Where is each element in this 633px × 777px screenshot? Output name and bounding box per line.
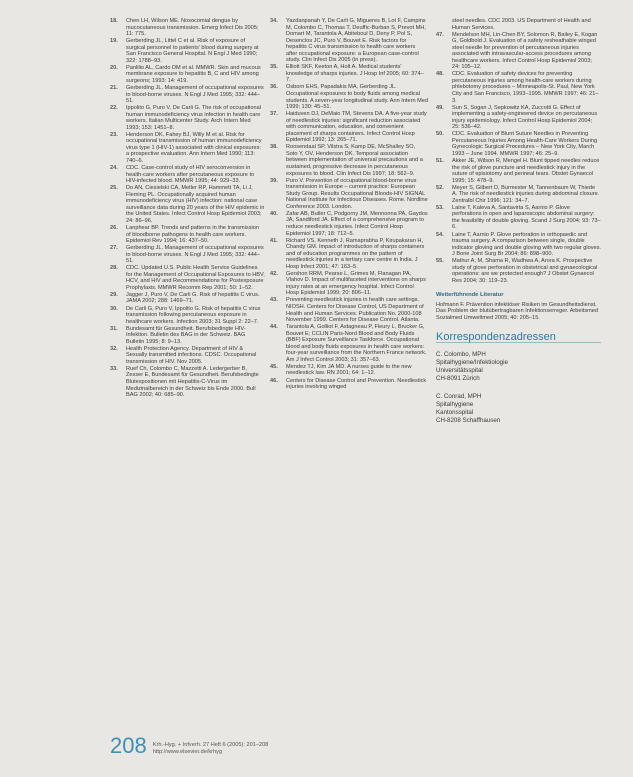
reference-number: 43. [270,297,278,304]
reference-entry [110,18,265,38]
reference-entry [270,178,428,211]
reference-text: Zafar AB, Butler C, Podgorny JM, Mennonna PA, Gaydos JA, Sandiford JA. Effect of a comprehensive program to reduce needlestick injuries. Infect Control Hosp Epidemiol 1997; 18: 712–5. [286,210,428,237]
page-number: 208 [110,733,147,758]
reference-entry [436,185,601,205]
reference-text: Tarantola A, Golliot F, Astagneau P, Fleury L, Brucker G, Bouvet E; CCLIN Paris-Nord Blood and Body Fluids (BBF) Exposure Surveillance Taskforce. Occupational blood and body fluids exposures in health care workers: four-year surveillance from the Northern France network. Am J Infect Control 2003; 31: 357–63. [286,324,427,363]
reference-number: 23. [110,131,118,138]
reference-number: 27. [110,245,118,252]
reference-number: 30. [110,305,118,312]
reference-entry [110,132,265,165]
reference-text: Akker JE, Wilson R, Mengel H. Blunt tipped needles reduce the risk of glove puncture and needlestick injury in the suture of episiotomy and perineal tears. Obstet Gynaecol 1995; 15: 478–9. [452,157,600,184]
reference-number: 21. [110,84,118,91]
reference-text: Preventing needlestick injuries in health care settings. NIOSH. Centers for Disease Control, US Department of Health and Human Services. Publication No. 2000-108 November 1999. Centers for Disease Control. Atlanta. [286,297,424,324]
reference-entry [436,205,601,231]
reference-text: Laine T, Kaleva A, Santavirta S, Aarnio P. Glove perforations in open and laparoscopic abdominal surgery: the feasibility of double gloving. Scand J Surg 2004; 93: 73–6. [452,204,601,231]
reference-number: 51. [436,157,444,164]
reference-entry [110,38,265,64]
reference-number: 25. [110,185,118,192]
reference-text: Mendelson MH, Lin-Chen BY, Solomon R, Bailey E, Kogan G, Goldbold J. Evaluation of a safety resheathable winged steel needle for prevention of percutaneous injuries associated with intravascular-access procedures among healthcare workers. Infect Control Hosp Epidemiol 2003; 24: 105–12. [452,31,598,71]
reference-text: Gershon RRM, Pearse L, Grimes M, Flanagan PA, Vlahov D. Impact of multifaceted interventions on sharps injury rates at an emergency hospital. Infect Control Hosp Epidemiol 1999; 20: 806–11. [286,270,426,297]
references-column-1 [110,18,265,399]
reference-entry [270,324,428,363]
reference-number: 49. [436,104,444,111]
reference-number: 26. [110,224,118,231]
reference-text: Lanphear BP. Trends and patterns in the transmission of bloodborne pathogens to health care workers. Epidemiol Rev 1994; 16: 437–50. [126,224,259,245]
reference-entry [110,225,265,245]
reference-text: CDC. Evaluation of safety devices for preventing percutaneous injuries among health-care workers during phlebotomy procedures – Minneapolis-St. Paul, New York City and San Francisco, 1993–1995. MMWR 1997; 46: 21–3. [452,71,599,104]
reference-text: Puro V. Prevention of occupational blood-borne virus transmission in Europe – current practice: European Study Group. Results Occupational Bloods-HIV SIGNAL National Institute for Infectious Diseases. Rome. Nordline Conference 2003. London. [286,177,428,210]
page-footer [110,735,268,757]
reference-text: Jagger J, Puro V, De Carli G. Risk of hepatitis C virus. JAMA 2002; 288: 1469–71. [126,291,260,305]
reference-text: Osborn EHS, Papadakis MA, Gerberding JL. Occupational exposures to body fluids among medical students. A seven-year longitudinal study. Ann Intern Med 1999; 130: 45–51. [286,84,429,111]
address-block-2 [436,393,601,425]
reference-number: 38. [270,144,278,151]
reference-number: 48. [436,71,444,78]
references-column-3 [436,18,601,435]
reference-text: steel needles. CDC 2003. US Department of Health and Human Services. [452,18,591,31]
reference-entry [110,326,265,346]
reference-entry [436,71,601,104]
reference-entry [436,32,601,71]
reference-text: Gerberding JL, Littel C et al. Risk of exposure of surgical personnel to patients' blood during surgery at San Francisco General Hospital. N Engl J Med 1990; 322: 1788–93. [126,38,259,64]
reference-text: Chen LH, Wilson ME. Nosocomial dengue by mucocutaneous transmission. Emerg Infect Dis 2005; 11: 775. [126,18,259,38]
further-reading-entry: Hofmann F. Prävention infektiöser Risiken im Gesundheitsdienst. Das Problem der blutübertragbaren Infektionserreger. Arbeitsmed Sozialmed Umweltmed 2005; 40: 205–15. [436,301,598,322]
footer-meta [153,742,269,757]
reference-text: Ruef Ch, Colombo C, Mazzetti A. Ledergerber B, Zesser E, Bundesamt für Gesundheit. Berufsbedingte Blutexpositionen mit Hepatitis-C-Virus im Medizinalbereich in der Schweiz bis Ende 2000. Bull BAG 2002; 40: 685–90. [126,365,259,399]
reference-number: 19. [110,38,118,45]
reference-number: 35. [270,64,278,71]
reference-number: 34. [270,18,278,24]
address-line: CH-8091 Zürich [436,375,480,383]
reference-number: 40. [270,210,278,217]
reference-entry [436,18,601,31]
reference-entry [270,378,428,391]
reference-entry [110,292,265,305]
reference-entry [270,64,428,84]
reference-text: Gerberding JL. Management of occupational exposures to blood-borne viruses. N Engl J Med 1995; 332: 444–51. [126,84,264,105]
reference-text: CDC. Evaluation of Blunt Suture Needles in Preventing Percutaneous Injuries Among Health-Care Workers During Gynecologic Surgical Procedures – New York City, March 1993 – June 1994. MMWR 1997; 46: 25–9. [452,131,598,157]
reference-number: 47. [436,31,444,38]
reference-entry [270,144,428,177]
reference-entry [436,131,601,157]
reference-number: 42. [270,270,278,277]
reference-number: 54. [436,231,444,238]
reference-entry [110,85,265,105]
reference-number: 53. [436,204,444,211]
reference-entry [110,306,265,326]
reference-number: 46. [270,377,278,384]
reference-text: CDC. Case-control study of HIV seroconversion in health-care workers after percutaneous exposure to HIV-infected blood. MMWR 1995; 44: 929–33. [126,165,255,185]
reference-text: Elliott SKF, Keeton A, Holt A. Medical students' knowledge of sharps injuries. J Hosp Inf 2005; 60: 374–7. [286,64,424,84]
reference-text: Health Protection Agency. Department of HIV & Sexually transmitted infections. CDSC. Occupational transmission of HIV. Nov 2005. [126,345,257,365]
reference-text: Panlilio AL, Cardo DM et al. MMWR. Skin and mucous membrane exposure to hepatitis B, C and HIV among surgeons; 1993: 14: 419. [126,64,261,84]
reference-text: De Carli G, Puro V, Ippolito G. Risk of hepatitis C virus transmission following percutaneous exposure in healthcare workers. Infection 2003; 31 Suppl 2: 22–7. [126,305,261,325]
journal-url[interactable]: http://www.elsevier.de/krhyg [152,749,223,755]
reference-text: Mendez TJ, Kim JA MD. A nurses guide to the new needlestick law. RN 2001; 64: 1–12. [286,363,412,377]
reference-entry [110,65,265,85]
reference-number: 32. [110,345,118,352]
correspondence-title: Korrespondenzadressen [436,334,601,344]
reference-number: 52. [436,184,444,191]
reference-text: Ippolito G, Puro V, De Carli G. The risk of occupational human immunodeficiency virus infection in health care workers. Italian Multicenter Study. Arch Intern Med 1993; 153: 1451–8. [126,105,261,131]
reference-entry [436,232,601,258]
reference-entry [436,158,601,184]
reference-number [436,18,452,31]
reference-text: Yazdanpanah Y, De Carli G, Migueres B, Lot F, Campins M, Colombo C, Thomas T, Deuffic-Burban S, Prevot MH, Domart M, Tarantola A, Abiteboul D, Deny P, Pol S, Desenclos JC, Puro V, Bouvet E. Risk factors for hepatitis C virus transmission to health care workers after occupational exposure: a European case-control study. Clin Infect Dis 2005 (in press). [286,18,426,64]
reference-number: 31. [110,325,118,332]
reference-entry [110,165,265,185]
reference-number: 45. [270,363,278,370]
reference-entry [270,297,428,323]
address-line: C. Colombo, MPH [436,351,486,359]
reference-number: 55. [436,258,444,265]
reference-text: Laine T, Aarnio P. Glove perforation in orthopaedic and trauma surgery. A comparison between single, double indicator gloving and double gloving with two regular gloves. J Bone Joint Surg Br 2004; 86: 898–900. [452,231,601,258]
reference-entry [110,346,265,366]
address-line: Spitalhygiene [436,401,474,409]
reference-entry [110,185,265,224]
references-column-2 [270,18,428,391]
reference-number: 29. [110,291,118,298]
reference-text: Gerberding JL. Management of occupational exposures to blood-borne viruses. N Engl J Med 1995; 332: 444–51. [126,245,264,265]
reference-number: 18. [110,18,118,24]
reference-text: Centers for Disease Control and Prevention. Needlestick injuries involving winged [286,377,427,391]
reference-entry [110,245,265,265]
reference-number: 20. [110,64,118,71]
reference-text: Haiduven DJ, DeMaio TM, Stevens DA. A five-year study of needlestick injuries: significant reduction associated with communication, education, and convenient placement of sharps containers. Infect Control Hosp Epidemiol 1992; 13: 265–71. [286,111,427,144]
reference-entry [270,18,428,64]
reference-number: 22. [110,105,118,112]
reference-number: 44. [270,324,278,331]
reference-entry [270,364,428,377]
reference-number: 50. [436,131,444,138]
journal-citation: Krh.-Hyg. + Infverh. 27 Heft 6 (2005): 201–208 [152,742,269,748]
reference-text: Richard VS, Kenneth J, Ramaprabha P, Kirupakaran H, Chandy GM. Impact of introduction of sharps containers and of education programmes on the pattern of needlestick injuries in a tertiary care centre in India. J Hosp Infect 2001; 47: 163–5. [286,237,425,270]
reference-number: 37. [270,111,278,118]
reference-entry [270,271,428,297]
reference-number: 24. [110,165,118,172]
reference-text: Sun S, Sogan J, Sepkowitz KA, Zuccotti G. Effect of implementing a safety-engineered device on percutaneous injury epidemiology. Infect Control Hosp Epidemiol 2004; 25: 536–42. [452,104,598,131]
reference-number: 36. [270,84,278,91]
reference-entry [110,265,265,291]
address-line: C. Conrad, MPH [436,393,482,401]
reference-text: CDC. Updated U.S. Public Health Service Guidelines for the Management of Occupational Exposures to HBV, HCV, and HIV and Recommendations for Postexposure Prophylaxis. MMWR Recomm Rep 2001; 50: 1–52. [126,265,265,291]
reference-number: 39. [270,177,278,184]
further-reading-title: Weiterführende Literatur [436,292,504,299]
reference-text: Meyer S, Gilbert D, Burmester M, Tannenbaum W, Thiede A. The risk of needlestick injuries during abdominal closure. Zentralbl Chir 1996; 121: 34–7. [452,184,600,204]
reference-entry [436,258,601,284]
address-line: CH-8208 Schaffhausen [436,417,501,425]
reference-entry [436,105,601,131]
reference-entry [270,238,428,271]
reference-entry [110,105,265,131]
reference-number: 41. [270,237,278,244]
reference-text: Henderson DK, Fahey BJ, Willy M et al. Risk for occupational transmission of human immunodeficiency virus type 1 (HIV-1) associated with clinical exposures: a prospective evaluation. Ann Intern Med 1990; 113: 740–6. [126,131,262,164]
reference-text: Roosendaal SP, Vilstra S, Kamp DE, McShalley SO, Soto Y, OV, Henderson DK. Temporal association between implementation of universal precautions and a sustained, progressive decrease in percutaneous exposures to blood. Clin Infect Dis 1997; 18: 562–9. [286,144,423,177]
reference-entry [110,366,265,399]
address-line: Kantonsspital [436,409,474,417]
reference-text: Do AN, Ciesielski CA, Metler RP, Hammett TA, Li J, Fleming PL. Occupationally acquired human immunodeficiency virus (HIV) infection: national case surveillance data during 20 years of the HIV epidemic in the United States. Infect Control Hosp Epidemiol 2003; 24: 86–96. [126,185,265,224]
address-line: Spitalhygiene/Infektiologie [436,359,508,367]
reference-text: Mathur A, M, Shama R, Wadhwa A, Arora K. Prospective study of glove perforation in obstetrical and gynaecological operations: are we protected enough? J Obstet Gynaecol Res 2004; 30: 119–23. [452,258,598,284]
reference-entry [270,84,428,110]
reference-text: Bundesamt für Gesundheit. Berufsbedingte HIV-Infektion. Bulletin des BAG in der Schweiz. BAG Bulletin 1995; 8: 9–13. [126,325,246,345]
reference-number: 33. [110,365,118,372]
reference-entry [270,211,428,237]
address-block-1 [436,351,601,383]
reference-entry [270,111,428,144]
address-line: Universitätsspital [436,367,483,375]
reference-number: 28. [110,265,118,272]
